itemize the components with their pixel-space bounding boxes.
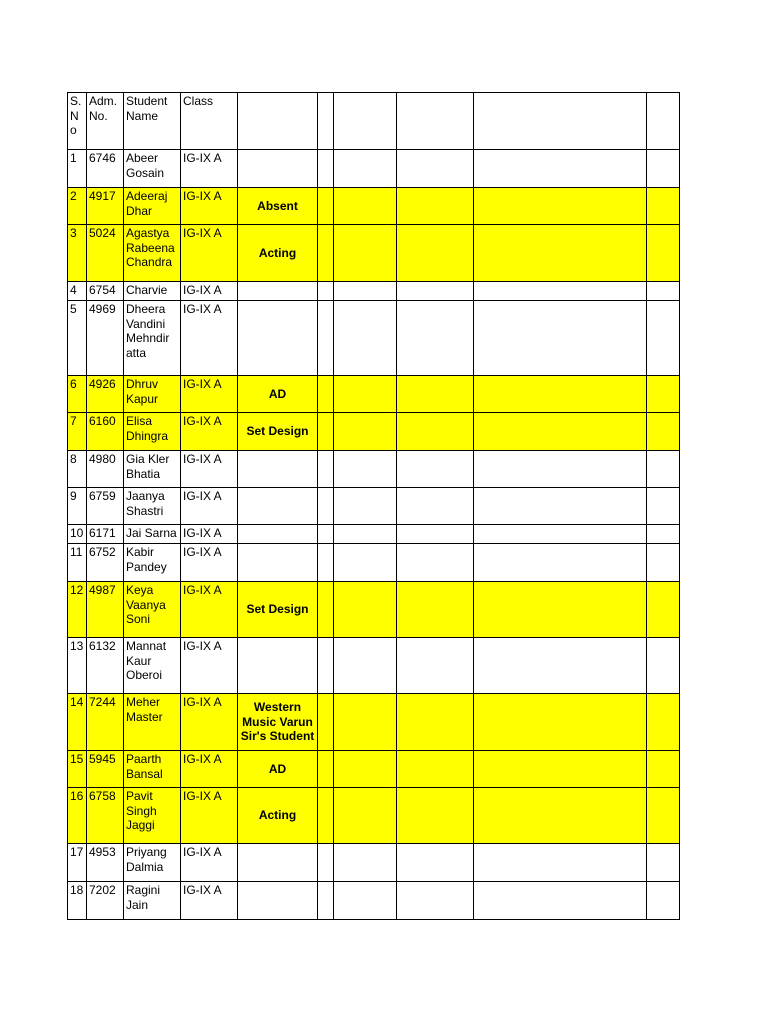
cell-name (124, 882, 181, 920)
cell-blank (397, 525, 474, 544)
cell-blank (318, 451, 334, 488)
cell-note (238, 582, 318, 638)
cell-blank (397, 282, 474, 301)
cell-sno-text: 8 (70, 452, 77, 466)
cell-note (238, 844, 318, 882)
cell-name-text: Jaanya Shastri (126, 489, 165, 518)
cell-sno (68, 844, 87, 882)
cell-note (238, 451, 318, 488)
cell-blank (318, 488, 334, 525)
cell-adm (87, 882, 124, 920)
cell-class (181, 882, 238, 920)
cell-sno (68, 882, 87, 920)
cell-note (238, 488, 318, 525)
cell-sno-text: 10 (70, 526, 84, 540)
cell-sno (68, 225, 87, 282)
cell-class (181, 544, 238, 582)
cell-sno (68, 751, 87, 788)
cell-blank (647, 282, 680, 301)
cell-class-text: IG-IX A (183, 151, 222, 165)
cell-name (124, 488, 181, 525)
cell-sno (68, 638, 87, 694)
cell-name (124, 150, 181, 188)
cell-adm-text: 5024 (89, 226, 116, 240)
cell-adm-text: 6160 (89, 414, 116, 428)
cell-blank (397, 301, 474, 376)
cell-blank (474, 751, 647, 788)
cell-blank (334, 544, 397, 582)
cell-blank (474, 788, 647, 844)
cell-note (238, 150, 318, 188)
cell-class (181, 638, 238, 694)
cell-class-text: IG-IX A (183, 752, 222, 766)
cell-blank (474, 376, 647, 413)
cell-name (124, 694, 181, 751)
cell-note (238, 413, 318, 451)
cell-blank (647, 225, 680, 282)
cell-blank (397, 844, 474, 882)
cell-class (181, 582, 238, 638)
cell-adm (87, 413, 124, 451)
cell-sno (68, 188, 87, 225)
cell-note (238, 301, 318, 376)
cell-blank (647, 882, 680, 920)
cell-blank (474, 188, 647, 225)
cell-name (124, 376, 181, 413)
cell-name (124, 751, 181, 788)
cell-blank (318, 150, 334, 188)
cell-blank (334, 882, 397, 920)
cell-class-text: IG-IX A (183, 526, 222, 540)
header-blank (334, 93, 397, 150)
cell-name (124, 788, 181, 844)
cell-adm (87, 282, 124, 301)
cell-name-text: Elisa Dhingra (126, 414, 169, 443)
cell-blank (397, 882, 474, 920)
cell-class (181, 376, 238, 413)
cell-class-text: IG-IX A (183, 545, 222, 559)
cell-blank (334, 638, 397, 694)
table-row (68, 225, 680, 282)
table-row (68, 582, 680, 638)
cell-class-text: IG-IX A (183, 639, 222, 653)
cell-note (238, 376, 318, 413)
cell-sno (68, 301, 87, 376)
cell-class (181, 301, 238, 376)
cell-class-text: IG-IX A (183, 452, 222, 466)
cell-adm-text: 4980 (89, 452, 116, 466)
cell-blank (318, 225, 334, 282)
cell-note (238, 225, 318, 282)
table-row (68, 751, 680, 788)
cell-blank (334, 582, 397, 638)
cell-sno-text: 2 (70, 189, 77, 203)
cell-sno-text: 15 (70, 752, 84, 766)
cell-blank (318, 751, 334, 788)
table-row (68, 188, 680, 225)
cell-blank (647, 582, 680, 638)
cell-sno-text: 5 (70, 302, 77, 316)
cell-adm (87, 694, 124, 751)
cell-class (181, 844, 238, 882)
cell-blank (474, 413, 647, 451)
cell-blank (474, 544, 647, 582)
cell-name-text: Mannat Kaur Oberoi (126, 639, 167, 682)
cell-blank (318, 188, 334, 225)
cell-blank (334, 150, 397, 188)
cell-blank (318, 638, 334, 694)
cell-name-text: Adeeraj Dhar (126, 189, 168, 218)
cell-note-text: AD (268, 761, 287, 776)
cell-blank (474, 488, 647, 525)
cell-adm (87, 582, 124, 638)
cell-adm-text: 4969 (89, 302, 116, 316)
cell-note (238, 751, 318, 788)
cell-name-text: Dhruv Kapur (126, 377, 159, 406)
cell-adm (87, 376, 124, 413)
cell-sno (68, 525, 87, 544)
cell-blank (647, 788, 680, 844)
cell-sno (68, 451, 87, 488)
cell-class-text: IG-IX A (183, 377, 222, 391)
cell-blank (318, 376, 334, 413)
cell-name-text: Abeer Gosain (126, 151, 165, 180)
cell-blank (397, 544, 474, 582)
cell-sno-text: 11 (70, 545, 83, 559)
cell-name-text: Kabir Pandey (126, 545, 167, 574)
cell-note-text: Set Design (246, 602, 309, 617)
table-body (68, 93, 680, 920)
cell-blank (397, 582, 474, 638)
cell-adm-text: 4917 (89, 189, 116, 203)
cell-name-text: Paarth Bansal (126, 752, 163, 781)
cell-blank (474, 525, 647, 544)
cell-blank (318, 788, 334, 844)
table-row (68, 544, 680, 582)
cell-name-text: Pavit Singh Jaggi (126, 789, 157, 832)
student-table (67, 92, 680, 920)
cell-adm-text: 6171 (89, 526, 116, 540)
cell-adm (87, 525, 124, 544)
cell-name-text: Jai Sarna (126, 526, 177, 540)
header-class: Class (181, 93, 238, 150)
cell-name (124, 544, 181, 582)
cell-note (238, 638, 318, 694)
cell-class-text: IG-IX A (183, 189, 222, 203)
cell-name-text: Dheera Vandini Mehndir atta (126, 302, 170, 360)
cell-blank (397, 451, 474, 488)
cell-class (181, 751, 238, 788)
table-row (68, 376, 680, 413)
cell-adm-text: 5945 (89, 752, 116, 766)
cell-blank (334, 488, 397, 525)
header-sno: S. N o (68, 93, 87, 150)
cell-blank (397, 150, 474, 188)
header-name: Student Name (124, 93, 181, 150)
cell-blank (334, 413, 397, 451)
cell-blank (397, 225, 474, 282)
cell-adm-text: 6132 (89, 639, 116, 653)
header-blank (647, 93, 680, 150)
cell-class-text: IG-IX A (183, 789, 222, 803)
cell-blank (397, 788, 474, 844)
cell-class (181, 451, 238, 488)
cell-adm (87, 844, 124, 882)
cell-blank (397, 488, 474, 525)
cell-name (124, 451, 181, 488)
table-row (68, 638, 680, 694)
cell-blank (474, 301, 647, 376)
cell-adm (87, 751, 124, 788)
cell-name (124, 188, 181, 225)
cell-name-text: Gia Kler Bhatia (126, 452, 170, 481)
cell-blank (334, 844, 397, 882)
header-adm: Adm. No. (87, 93, 124, 150)
cell-adm (87, 301, 124, 376)
cell-class (181, 788, 238, 844)
cell-blank (334, 188, 397, 225)
cell-class-text: IG-IX A (183, 302, 222, 316)
cell-adm-text: 6758 (89, 789, 116, 803)
header-blank (318, 93, 334, 150)
cell-blank (474, 451, 647, 488)
cell-class (181, 150, 238, 188)
cell-sno (68, 694, 87, 751)
cell-note (238, 788, 318, 844)
cell-note (238, 282, 318, 301)
table-row (68, 301, 680, 376)
cell-blank (647, 376, 680, 413)
cell-blank (647, 150, 680, 188)
cell-sno (68, 582, 87, 638)
cell-name (124, 301, 181, 376)
cell-sno-text: 16 (70, 789, 84, 803)
cell-adm-text: 6754 (89, 283, 116, 297)
cell-blank (474, 844, 647, 882)
cell-class (181, 525, 238, 544)
table-row (68, 694, 680, 751)
cell-name-text: Keya Vaanya Soni (126, 583, 166, 626)
cell-sno-text: 12 (70, 583, 84, 597)
cell-blank (474, 694, 647, 751)
cell-blank (318, 525, 334, 544)
cell-note-text: Absent (257, 198, 298, 213)
cell-class-text: IG-IX A (183, 283, 222, 297)
cell-adm-text: 6746 (89, 151, 116, 165)
cell-name-text: Ragini Jain (126, 883, 161, 912)
cell-name-text: Agastya Rabeena Chandra (126, 226, 175, 269)
cell-name-text: Charvie (126, 283, 168, 297)
cell-blank (647, 638, 680, 694)
cell-class (181, 282, 238, 301)
cell-sno-text: 17 (70, 845, 84, 859)
cell-class-text: IG-IX A (183, 489, 222, 503)
cell-name (124, 525, 181, 544)
table-row (68, 282, 680, 301)
cell-sno (68, 376, 87, 413)
cell-note-text: Set Design (246, 424, 309, 439)
cell-blank (647, 751, 680, 788)
cell-name (124, 638, 181, 694)
cell-class-text: IG-IX A (183, 845, 222, 859)
cell-class-text: IG-IX A (183, 414, 222, 428)
cell-adm-text: 4926 (89, 377, 116, 391)
cell-sno-text: 3 (70, 226, 77, 240)
cell-blank (318, 301, 334, 376)
cell-sno (68, 488, 87, 525)
cell-note-text: AD (268, 386, 287, 401)
cell-adm-text: 7244 (89, 695, 116, 709)
header-blank (397, 93, 474, 150)
cell-note-text: Western Music Varun Sir's Student (240, 700, 315, 744)
cell-blank (474, 638, 647, 694)
cell-blank (334, 694, 397, 751)
cell-note (238, 188, 318, 225)
cell-note (238, 525, 318, 544)
cell-note (238, 544, 318, 582)
cell-adm (87, 225, 124, 282)
cell-blank (474, 582, 647, 638)
cell-sno-text: 7 (70, 414, 77, 428)
header-blank (474, 93, 647, 150)
table-row (68, 882, 680, 920)
cell-blank (318, 844, 334, 882)
cell-note (238, 882, 318, 920)
header-blank (238, 93, 318, 150)
cell-adm-text: 4953 (89, 845, 116, 859)
cell-blank (647, 544, 680, 582)
cell-blank (334, 376, 397, 413)
cell-sno (68, 788, 87, 844)
cell-blank (318, 582, 334, 638)
cell-class (181, 413, 238, 451)
cell-class (181, 694, 238, 751)
cell-blank (647, 694, 680, 751)
cell-adm-text: 7202 (89, 883, 116, 897)
cell-sno-text: 6 (70, 377, 77, 391)
table-row (68, 788, 680, 844)
cell-class-text: IG-IX A (183, 883, 222, 897)
cell-blank (397, 376, 474, 413)
cell-blank (318, 413, 334, 451)
cell-blank (647, 488, 680, 525)
cell-class (181, 225, 238, 282)
cell-sno (68, 413, 87, 451)
cell-blank (334, 451, 397, 488)
cell-sno-text: 4 (70, 283, 77, 297)
table-row (68, 844, 680, 882)
table-header-row (68, 93, 680, 150)
cell-adm-text: 6759 (89, 489, 116, 503)
cell-class-text: IG-IX A (183, 226, 222, 240)
cell-blank (334, 282, 397, 301)
cell-sno-text: 14 (70, 695, 84, 709)
table-row (68, 150, 680, 188)
cell-name (124, 844, 181, 882)
cell-blank (647, 451, 680, 488)
cell-blank (334, 788, 397, 844)
cell-blank (318, 282, 334, 301)
cell-blank (647, 413, 680, 451)
cell-name-text: Priyang Dalmia (126, 845, 167, 874)
cell-blank (647, 844, 680, 882)
cell-blank (474, 150, 647, 188)
cell-note-text: Acting (258, 808, 297, 823)
cell-blank (474, 282, 647, 301)
cell-blank (397, 188, 474, 225)
cell-blank (334, 301, 397, 376)
cell-blank (334, 225, 397, 282)
cell-adm (87, 488, 124, 525)
table-row (68, 488, 680, 525)
cell-adm (87, 150, 124, 188)
table-row (68, 525, 680, 544)
cell-sno (68, 282, 87, 301)
cell-blank (334, 751, 397, 788)
cell-blank (397, 751, 474, 788)
cell-sno-text: 9 (70, 489, 77, 503)
table-row (68, 413, 680, 451)
cell-sno-text: 1 (70, 151, 77, 165)
cell-sno (68, 150, 87, 188)
cell-sno-text: 18 (70, 883, 84, 897)
cell-adm-text: 6752 (89, 545, 116, 559)
cell-adm (87, 788, 124, 844)
cell-class (181, 188, 238, 225)
cell-adm (87, 188, 124, 225)
cell-blank (318, 544, 334, 582)
cell-blank (397, 638, 474, 694)
cell-name (124, 582, 181, 638)
cell-blank (397, 413, 474, 451)
cell-name (124, 282, 181, 301)
cell-blank (647, 301, 680, 376)
cell-note-text: Acting (258, 245, 297, 260)
cell-adm (87, 451, 124, 488)
cell-name (124, 225, 181, 282)
cell-name-text: Meher Master (126, 695, 163, 724)
cell-blank (647, 188, 680, 225)
cell-blank (647, 525, 680, 544)
cell-blank (334, 525, 397, 544)
cell-blank (474, 882, 647, 920)
cell-blank (397, 694, 474, 751)
cell-name (124, 413, 181, 451)
cell-adm-text: 4987 (89, 583, 116, 597)
cell-class-text: IG-IX A (183, 583, 222, 597)
cell-sno-text: 13 (70, 639, 84, 653)
cell-blank (474, 225, 647, 282)
cell-adm (87, 544, 124, 582)
cell-class-text: IG-IX A (183, 695, 222, 709)
cell-sno (68, 544, 87, 582)
cell-class (181, 488, 238, 525)
table-row (68, 451, 680, 488)
cell-note (238, 694, 318, 751)
cell-blank (318, 882, 334, 920)
cell-adm (87, 638, 124, 694)
cell-blank (318, 694, 334, 751)
